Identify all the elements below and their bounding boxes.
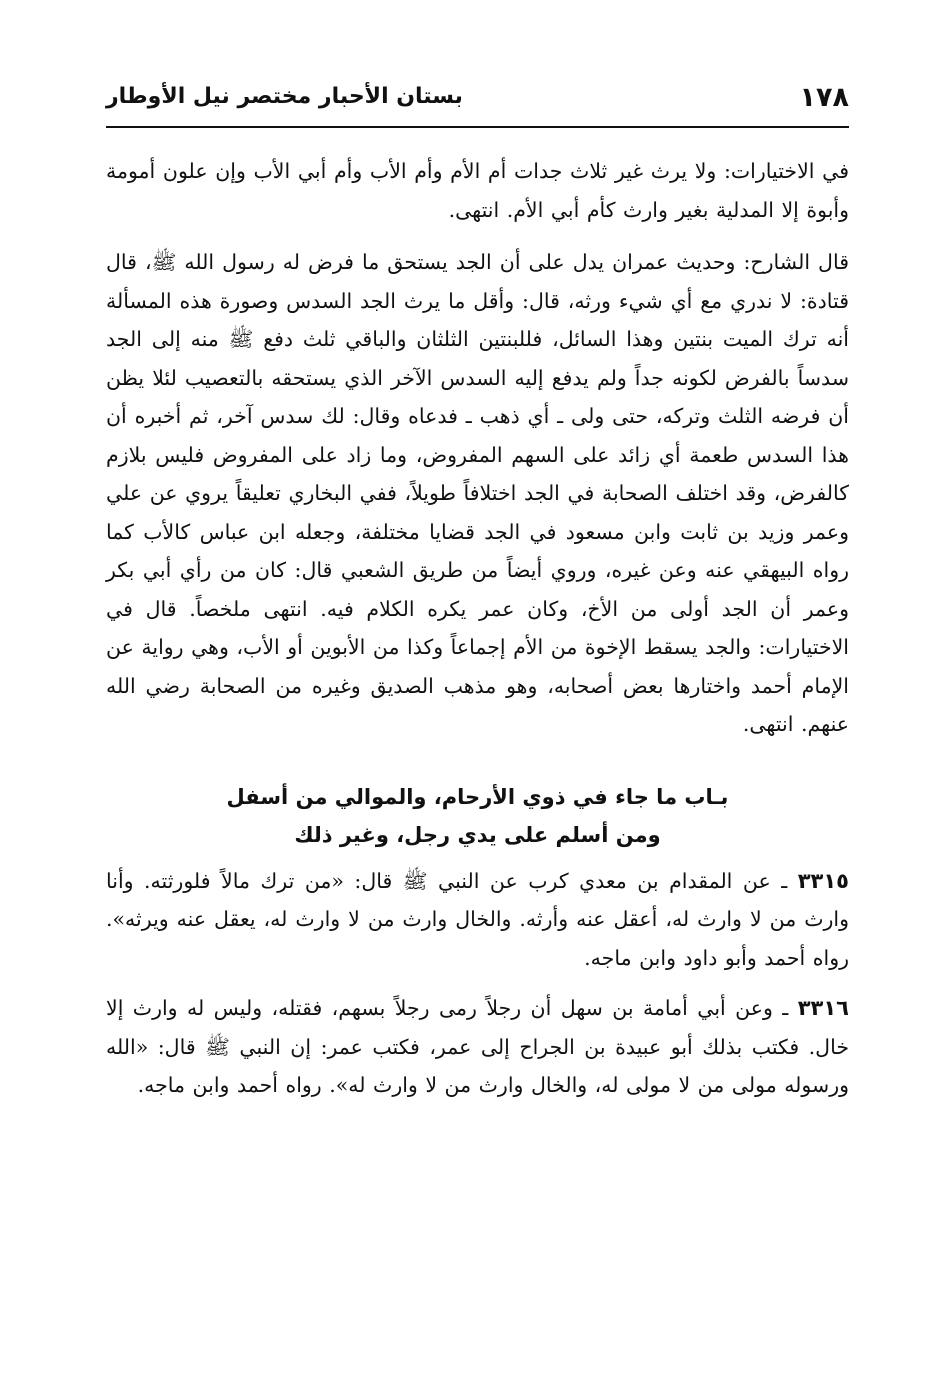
hadith-text: ـ عن المقدام بن معدي كرب عن النبي ﷺ قال: «من ترك مالاً فلورثته. وأنا وارث من لا وارث له، أعقل عنه وأرثه. والخال وارث من لا وارث له، يعقل عنه ويرثه». رواه أحمد وأبو داود وابن ماجه. bbox=[106, 868, 849, 970]
hadith-number: ٣٣١٦ bbox=[797, 996, 849, 1020]
chapter-heading-line-2: ومن أسلم على يدي رجل، وغير ذلك bbox=[294, 822, 661, 847]
book-page bbox=[106, 80, 849, 1105]
hadith-3316 bbox=[106, 989, 849, 1105]
hadith-3315 bbox=[106, 862, 849, 978]
hadith-text: ـ وعن أبي أمامة بن سهل أن رجلاً رمى رجلاً بسهم، فقتله، وليس له وارث إلا خال. فكتب بذلك أبو عبيدة بن الجراح إلى عمر، فكتب عمر: إن النبي ﷺ قال: «الله ورسوله مولى من لا مولى له، والخال وارث من لا وارث له». رواه أحمد وابن ماجه. bbox=[106, 996, 849, 1097]
page-header bbox=[106, 80, 849, 128]
paragraph-ikhtiyarat: في الاختيارات: ولا يرث غير ثلاث جدات أم الأم وأم الأب وأم أبي الأب وإن علون أمومة وأبوة إلا المدلية بغير وارث كأم أبي الأم. انتهى. bbox=[106, 159, 849, 222]
chapter-heading-line-1: بـاب ما جاء في ذوي الأرحام، والموالي من أسفل bbox=[226, 784, 729, 809]
running-title: بستان الأحبار مختصر نيل الأوطار bbox=[106, 84, 463, 109]
hadith-number: ٣٣١٥ bbox=[797, 868, 849, 893]
page-number: ١٧٨ bbox=[799, 82, 849, 113]
paragraph-commentary: قال الشارح: وحديث عمران يدل على أن الجد يستحق ما فرض له رسول الله ﷺ، قال قتادة: لا ندري مع أي شيء ورثه، قال: وأقل ما يرث الجد السدس وصورة هذه المسألة أنه ترك الميت بنتين وهذا السائل، فللبنتين الثلثان والباقي ثلث دفع ﷺ منه إلى الجد سدساً بالفرض لكونه جداً ولم يدفع إليه السدس الآخر الذي يستحقه بالتعصيب لئلا يظن أن فرضه الثلث وتركه، حتى ولى ـ أي ذهب ـ فدعاه وقال: لك سدس آخر، ثم أخبره أن هذا السدس طعمة أي زائد على السهم المفروض، وما زاد على المفروض فليس بلازم كالفرض، وقد اختلف الصحابة في الجد اختلافاً طويلاً، ففي البخاري تعليقاً يروي عن علي وعمر وزيد بن ثابت وابن مسعود في الجد قضايا مختلفة، وجعله ابن عباس كالأب كما رواه البيهقي عنه وعن غيره، وروي أيضاً من طريق الشعبي قال: كان من رأي أبي بكر وعمر أن الجد أولى من الأخ، وكان عمر يكره الكلام فيه. انتهى ملخصاً. قال في الاختيارات: والجد يسقط الإخوة من الأم إجماعاً وكذا من الأبوين أو الأب، وهي رواية عن الإمام أحمد واختارها بعض أصحابه، وهو مذهب الصديق وغيره من الصحابة رضي الله عنهم. انتهى. bbox=[106, 250, 849, 736]
